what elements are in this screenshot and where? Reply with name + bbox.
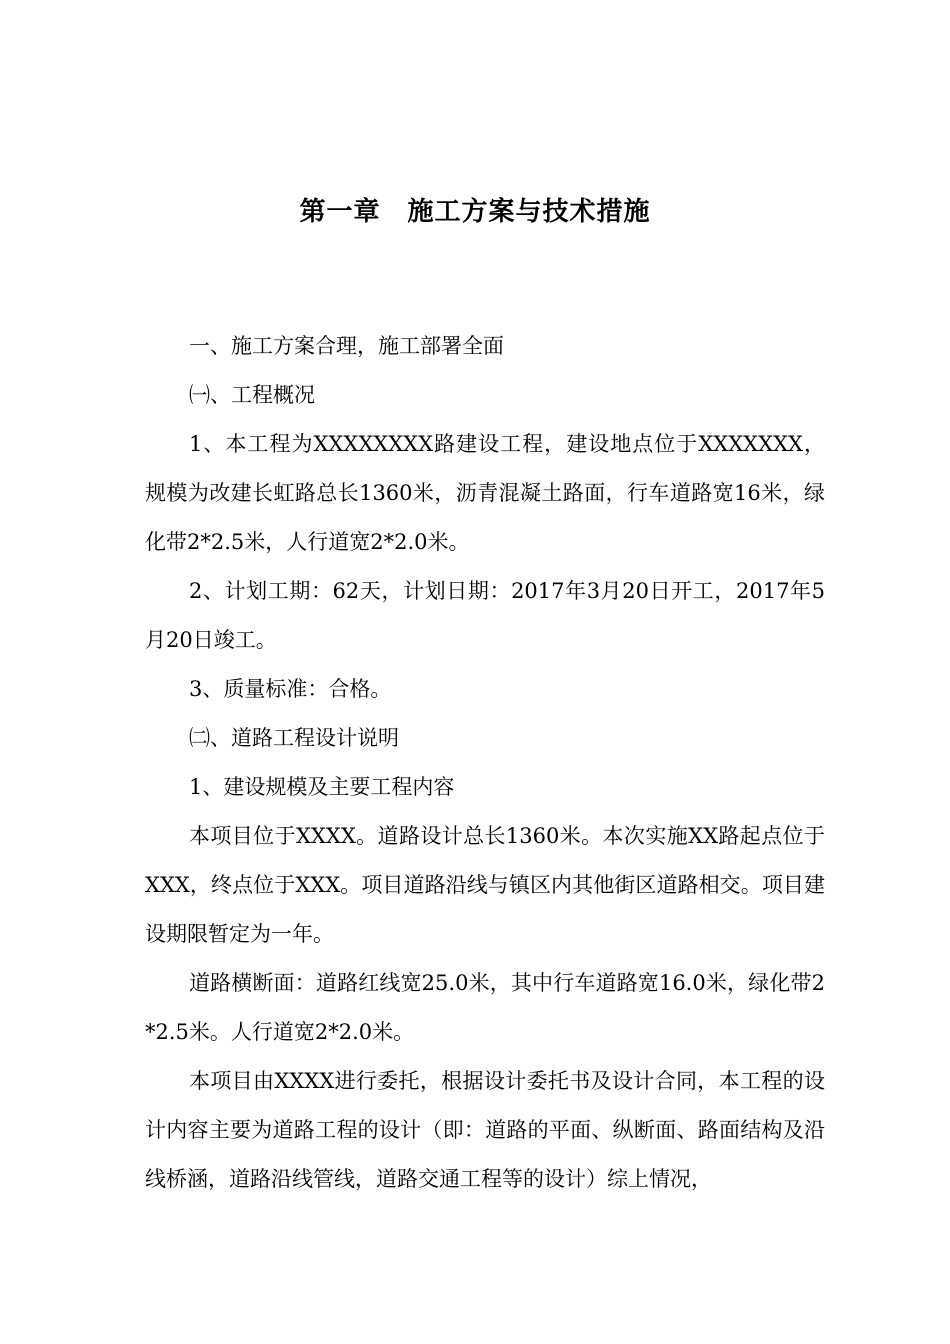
paragraph: 道路横断面：道路红线宽25.0米，其中行车道路宽16.0米，绿化带2*2.5米。人行道宽2*2.0米。	[145, 971, 825, 1044]
paragraph: 1、本工程为XXXXXXXX路建设工程，建设地点位于XXXXXXX，规模为改建长虹路总长1360米，沥青混凝土路面，行车道路宽16米，绿化带2*2.5米，人行道宽2*2.0米。	[145, 432, 825, 554]
document-body	[145, 322, 825, 1204]
paragraph: 本项目由XXXX进行委托，根据设计委托书及设计合同，本工程的设计内容主要为道路工程的设计（即：道路的平面、纵断面、路面结构及沿线桥涵，道路沿线管线，道路交通工程等的设计）综上情况，	[145, 1069, 825, 1191]
subsection-heading: ㈡、道路工程设计说明	[189, 726, 399, 750]
item-heading: 1、建设规模及主要工程内容	[189, 775, 455, 799]
paragraph: 本项目位于XXXX。道路设计总长1360米。本次实施XX路起点位于XXX，终点位于XXX。项目道路沿线与镇区内其他街区道路相交。项目建设期限暂定为一年。	[145, 824, 825, 946]
section-heading: 一、施工方案合理，施工部署全面	[189, 334, 504, 358]
chapter-title: 第一章 施工方案与技术措施	[299, 197, 651, 228]
subsection-heading: ㈠、工程概况	[189, 383, 315, 407]
paragraph: 3、质量标准：合格。	[189, 677, 392, 701]
paragraph: 2、计划工期：62天，计划日期：2017年3月20日开工，2017年5月20日竣工。	[145, 579, 825, 652]
